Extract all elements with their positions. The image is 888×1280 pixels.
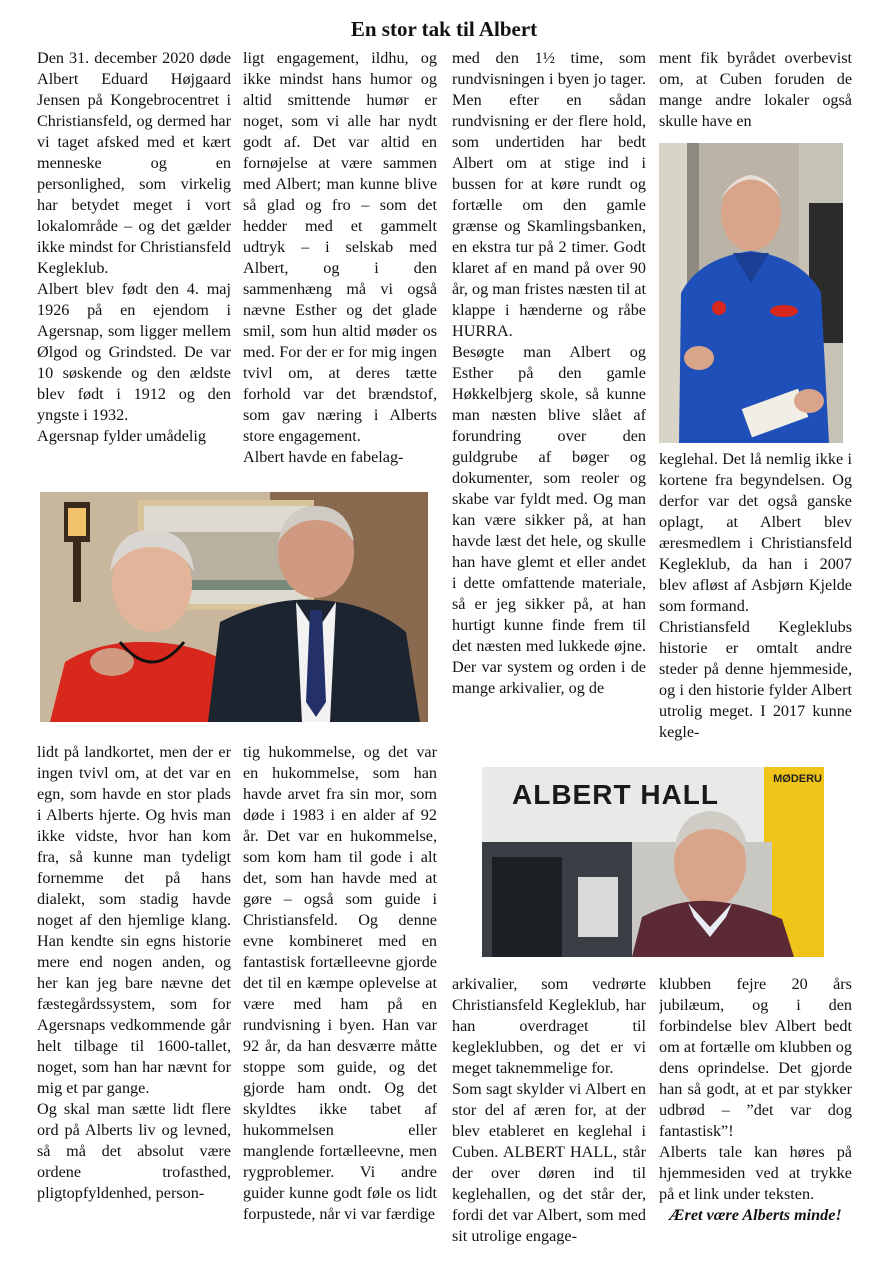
paragraph: Alberts tale kan høres på hjemmesiden ved at trykke på et link under teksten. — [659, 1143, 852, 1203]
paragraph: tig hukommelse, og det var en hukommelse, som han havde arvet fra sin mor, som døde i 1983 i en alder af 92 år. Det var en hukommelse, som kom ham til gode i alt det, som han havde med at gøre – også som guide i Christiansfeld. Og denne evne kombineret med en fantastisk fortælleevne gjorde det til en kæmpe oplevelse at være med ham på en rundvisning i byen. Han var 92 år, da han desværre måtte stoppe som guide, og det gjorde ham ondt. Og det skyldtes ikke tabet af hukommelsen eller manglende fortælleevne, men rygproblemer. Vi andre guider kunne godt føle os lidt forpustede, når vi var færdige — [243, 743, 437, 1223]
paragraph: Og skal man sætte lidt flere ord på Alberts liv og levned, så må det absolut være ordene trofasthed, pligtopfyldenhed, person- — [37, 1100, 231, 1202]
paragraph: Christiansfeld Kegleklubs historie er omtalt andre steder på denne hjemmeside, og i den historie fylder Albert utrolig meget. I 2017 kunne kegle- — [659, 618, 852, 741]
paragraph: ligt engagement, ildhu, og ikke mindst hans humor og altid smittende humør er noget, som vi alle har nydt godt af. Det var altid en fornøjelse at være sammen med Albert; man kunne blive så glad og fro – som det hedder med et gammelt udtryk – i selskab med Albert, og i den sammenhæng må vi også nævne Esther og det glade smil, som hun altid møder os med. For der er for mig ingen tvivl om, at deres tætte forhold var det brændstof, som gav næring i Alberts store engagement. — [243, 49, 437, 445]
paragraph: Som sagt skylder vi Albert en stor del af æren for, at der blev etableret en keglehal i Cuben. ALBERT HALL, står der over døren ind til keglehallen, og det står der, fordi det var Albert, som med sit utrolige engage- — [452, 1080, 646, 1245]
sign-albert-hall: ALBERT HALL — [512, 779, 719, 810]
paragraph: Albert blev født den 4. maj 1926 på en ejendom i Agersnap, som ligger mellem Ølgod og Grindsted. De var 10 søskende og den ældste blev født i 1912 og den yngste i 1932. — [37, 280, 231, 424]
photo-albert-and-esther — [40, 492, 428, 722]
page-title: En stor tak til Albert — [350, 17, 538, 41]
paragraph: Besøgte man Albert og Esther på den gamle Høkkelbjerg skole, så kunne man næsten blive slået af forundring over den guldgrube af bøger og dokumenter, som reoler og skabe var fyldt med. Og man kan være sikker på, at han havde læst det hele, og skulle han have glemt et eller andet i dette omfattende materiale, så er jeg sikker på, at han hurtigt kunne finde frem til det næsten med lukkede øjne. Der var system og orden i de mange arkivalier, og de — [452, 343, 646, 697]
photo-albert-blue-shirt — [659, 143, 843, 443]
paragraph: med den 1½ time, som rundvisningen i byen jo tager. Men efter en sådan rundvisning er der flere hold, som undertiden har bedt Albert om at stige ind i bussen for at køre rundt og fortælle om den gamle grænse og Skamlingsbanken, en ekstra tur på 2 timer. Godt klaret af en mand på over 90 år, og man fristes næsten til at klappe i hænderne og råbe HURRA. — [452, 49, 646, 340]
column-3-bottom-text — [452, 974, 646, 1266]
paragraph: Agersnap fylder umådelig — [37, 427, 207, 445]
column-2-top-text — [243, 48, 437, 496]
paragraph: keglehal. Det lå nemlig ikke i kortene fra begyndelsen. Og derfor var det også ganske oplagt, at Albert blev æresmedlem i Christiansfeld Kegleklub, da han i 2007 blev afløst af Asbjørn Kjelde som formand. — [659, 450, 852, 615]
photo-albert-hall — [482, 767, 824, 957]
column-3-top-text — [452, 48, 646, 760]
column-4-top-text — [659, 48, 852, 134]
sign-corner-text: MØDERU — [773, 773, 822, 785]
column-4-middle-text — [659, 449, 852, 761]
closing-line: Æret være Alberts minde! — [669, 1206, 842, 1224]
paragraph: arkivalier, som vedrørte Christiansfeld Kegleklub, har han overdraget til kegleklubben, og det er vi meget taknemmelige for. — [452, 975, 646, 1077]
column-1-top-text — [37, 48, 231, 496]
paragraph: ment fik byrådet overbevist om, at Cuben foruden de mange andre lokaler også skulle have en — [659, 49, 852, 130]
paragraph: Albert havde en fabelag- — [243, 448, 404, 466]
column-2-bottom-text — [243, 742, 437, 1266]
column-1-bottom-text — [37, 742, 231, 1266]
paragraph: Den 31. december 2020 døde Albert Eduard Højgaard Jensen på Kongebrocentret i Christiansfeld, og dermed har vi taget afsked med et kært menneske og en personlighed, som virkelig har betydet meget i vort lokalområde – og det gælder ikke mindst for Christiansfeld Kegleklub. — [37, 49, 231, 277]
paragraph: lidt på landkortet, men der er ingen tvivl om, at det var en egn, som havde en stor plads i Alberts hjerte. Og hvis man ikke vidste, hvor han kom fra, så kunne man tydeligt fornemme det på hans dialekt, som stadig havde noget af den hjemlige klang. Han kendte sin egns historie mere end nogen anden, og her kan jeg bare nævne det fæstegårdssystem, som for Agersnaps vedkommende går helt tilbage til 1600-tallet, noget, som han har nævnt for mig et par gange. — [37, 743, 231, 1097]
paragraph: klubben fejre 20 års jubilæum, og i den forbindelse blev Albert bedt om at fortælle om klubben og dens oprindelse. Det gjorde han så godt, at et par stykker udbrød – ”det var dog fantastisk”! — [659, 975, 852, 1140]
column-4-bottom-text — [659, 974, 852, 1266]
